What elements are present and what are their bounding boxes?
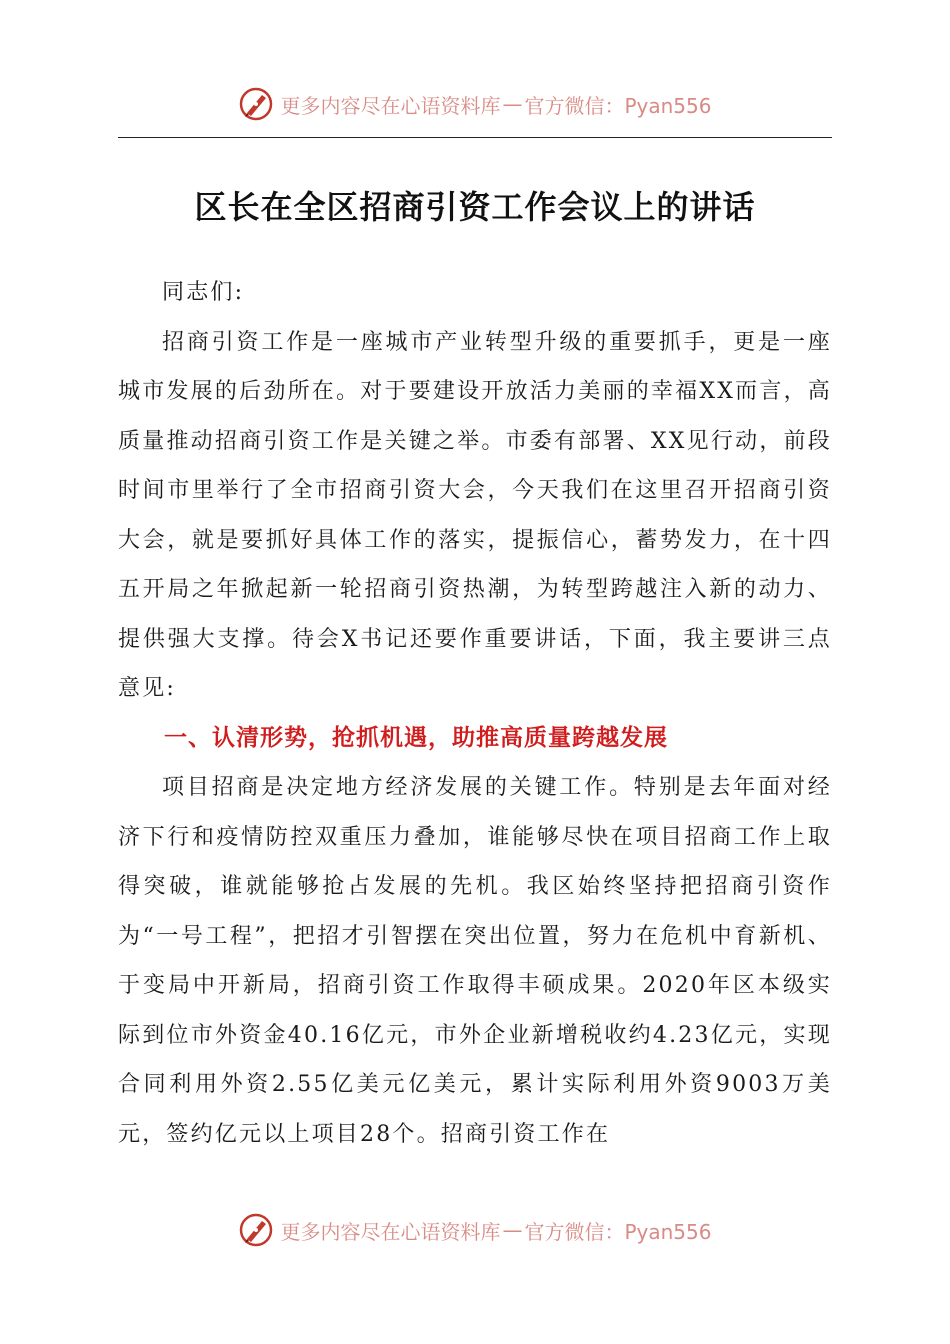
watermark-separator: — [502,1218,523,1242]
watermark-suffix: 官方微信：Pyan556 [524,1219,712,1244]
watermark-text: 更多内容尽在心语资料库 [280,93,501,118]
watermark-header [0,84,950,124]
pen-logo-icon [238,86,274,122]
intro-paragraph: 招商引资工作是一座城市产业转型升级的重要抓手，更是一座城市发展的后劲所在。对于要建设开放活力美丽的幸福XX而言，高质量推动招商引资工作是关键之举。市委有部署、XX见行动，前段时间市里举行了全市招商引资大会，今天我们在这里召开招商引资大会，就是要抓好具体工作的落实，提振信心，蓄势发力，在十四五开局之年掀起新一轮招商引资热潮，为转型跨越注入新的动力、提供强大支撑。待会X书记还要作重要讲话，下面，我主要讲三点意见: [118,329,832,701]
watermark-suffix: 官方微信：Pyan556 [524,93,712,118]
section-paragraph: 项目招商是决定地方经济发展的关键工作。特别是去年面对经济下行和疫情防控双重压力叠加，谁能够尽快在项目招商工作上取得突破，谁就能够抢占发展的先机。我区始终坚持把招商引资作为“一号工程”，把招才引智摆在突出位置，努力在危机中育新机、于变局中开新局，招商引资工作取得丰硕成果。2020年区本级实际到位市外资金40.16亿元，市外企业新增税收约4.23亿元，实现合同利用外资2.55亿美元亿美元，累计实际利用外资9003万美元，签约亿元以上项目28个。招商引资工作在 [118,775,832,1147]
watermark-text: 更多内容尽在心语资料库 [280,1219,501,1244]
pen-logo-icon [238,1212,274,1248]
document-body [118,268,832,1159]
salutation: 同志们: [162,280,245,305]
watermark-separator: — [502,92,523,116]
section-heading: 一、认清形势，抢抓机遇，助推高质量跨越发展 [164,724,668,751]
watermark-footer [0,1210,950,1250]
header-divider [118,137,832,138]
document-title: 区长在全区招商引资工作会议上的讲话 [194,188,756,226]
